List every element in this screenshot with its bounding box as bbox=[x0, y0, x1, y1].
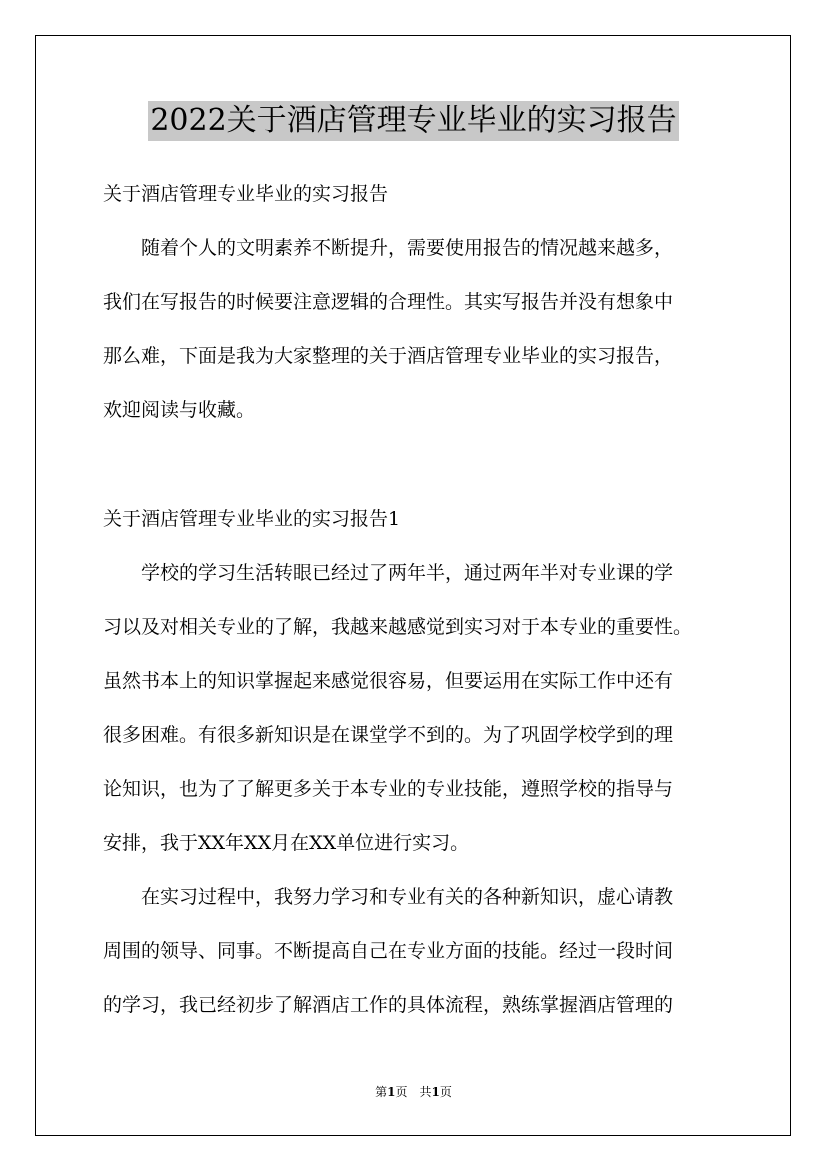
document-title: 2022关于酒店管理专业毕业的实习报告 bbox=[148, 101, 678, 141]
paragraph-line: 我们在写报告的时候要注意逻辑的合理性。其实写报告并没有想象中 bbox=[103, 291, 674, 313]
footer-prefix: 第 bbox=[375, 1085, 388, 1099]
paragraph-line: 虽然书本上的知识掌握起来感觉很容易，但要运用在实际工作中还有 bbox=[103, 670, 674, 692]
paragraph-line: 在实习过程中，我努力学习和专业有关的各种新知识，虚心请教 bbox=[103, 886, 674, 908]
paragraph-line: 学校的学习生活转眼已经过了两年半，通过两年半对专业课的学 bbox=[103, 562, 674, 584]
footer-mid: 页 共 bbox=[395, 1085, 432, 1099]
footer-suffix: 页 bbox=[439, 1085, 452, 1099]
paragraph-line: 安排，我于XX年XX月在XX单位进行实习。 bbox=[103, 832, 470, 854]
paragraph-line: 随着个人的文明素养不断提升，需要使用报告的情况越来越多， bbox=[103, 237, 674, 259]
paragraph-line: 的学习，我已经初步了解酒店工作的具体流程，熟练掌握酒店管理的 bbox=[103, 994, 674, 1016]
page-footer bbox=[0, 1083, 827, 1100]
page-total: 1 bbox=[431, 1085, 440, 1099]
page-number: 1 bbox=[387, 1085, 396, 1099]
paragraph-line: 论知识，也为了了解更多关于本专业的专业技能，遵照学校的指导与 bbox=[103, 778, 674, 800]
paragraph-line: 欢迎阅读与收藏。 bbox=[103, 399, 256, 421]
paragraph-line: 那么难，下面是我为大家整理的关于酒店管理专业毕业的实习报告， bbox=[103, 345, 674, 367]
section-heading: 关于酒店管理专业毕业的实习报告1 bbox=[103, 508, 401, 530]
paragraph-line: 很多困难。有很多新知识是在课堂学不到的。为了巩固学校学到的理 bbox=[103, 724, 674, 746]
subtitle-line: 关于酒店管理专业毕业的实习报告 bbox=[103, 183, 389, 205]
title-container bbox=[0, 101, 827, 141]
paragraph-line: 周围的领导、同事。不断提高自己在专业方面的技能。经过一段时间 bbox=[103, 940, 674, 962]
paragraph-line: 习以及对相关专业的了解，我越来越感觉到实习对于本专业的重要性。 bbox=[103, 616, 693, 638]
